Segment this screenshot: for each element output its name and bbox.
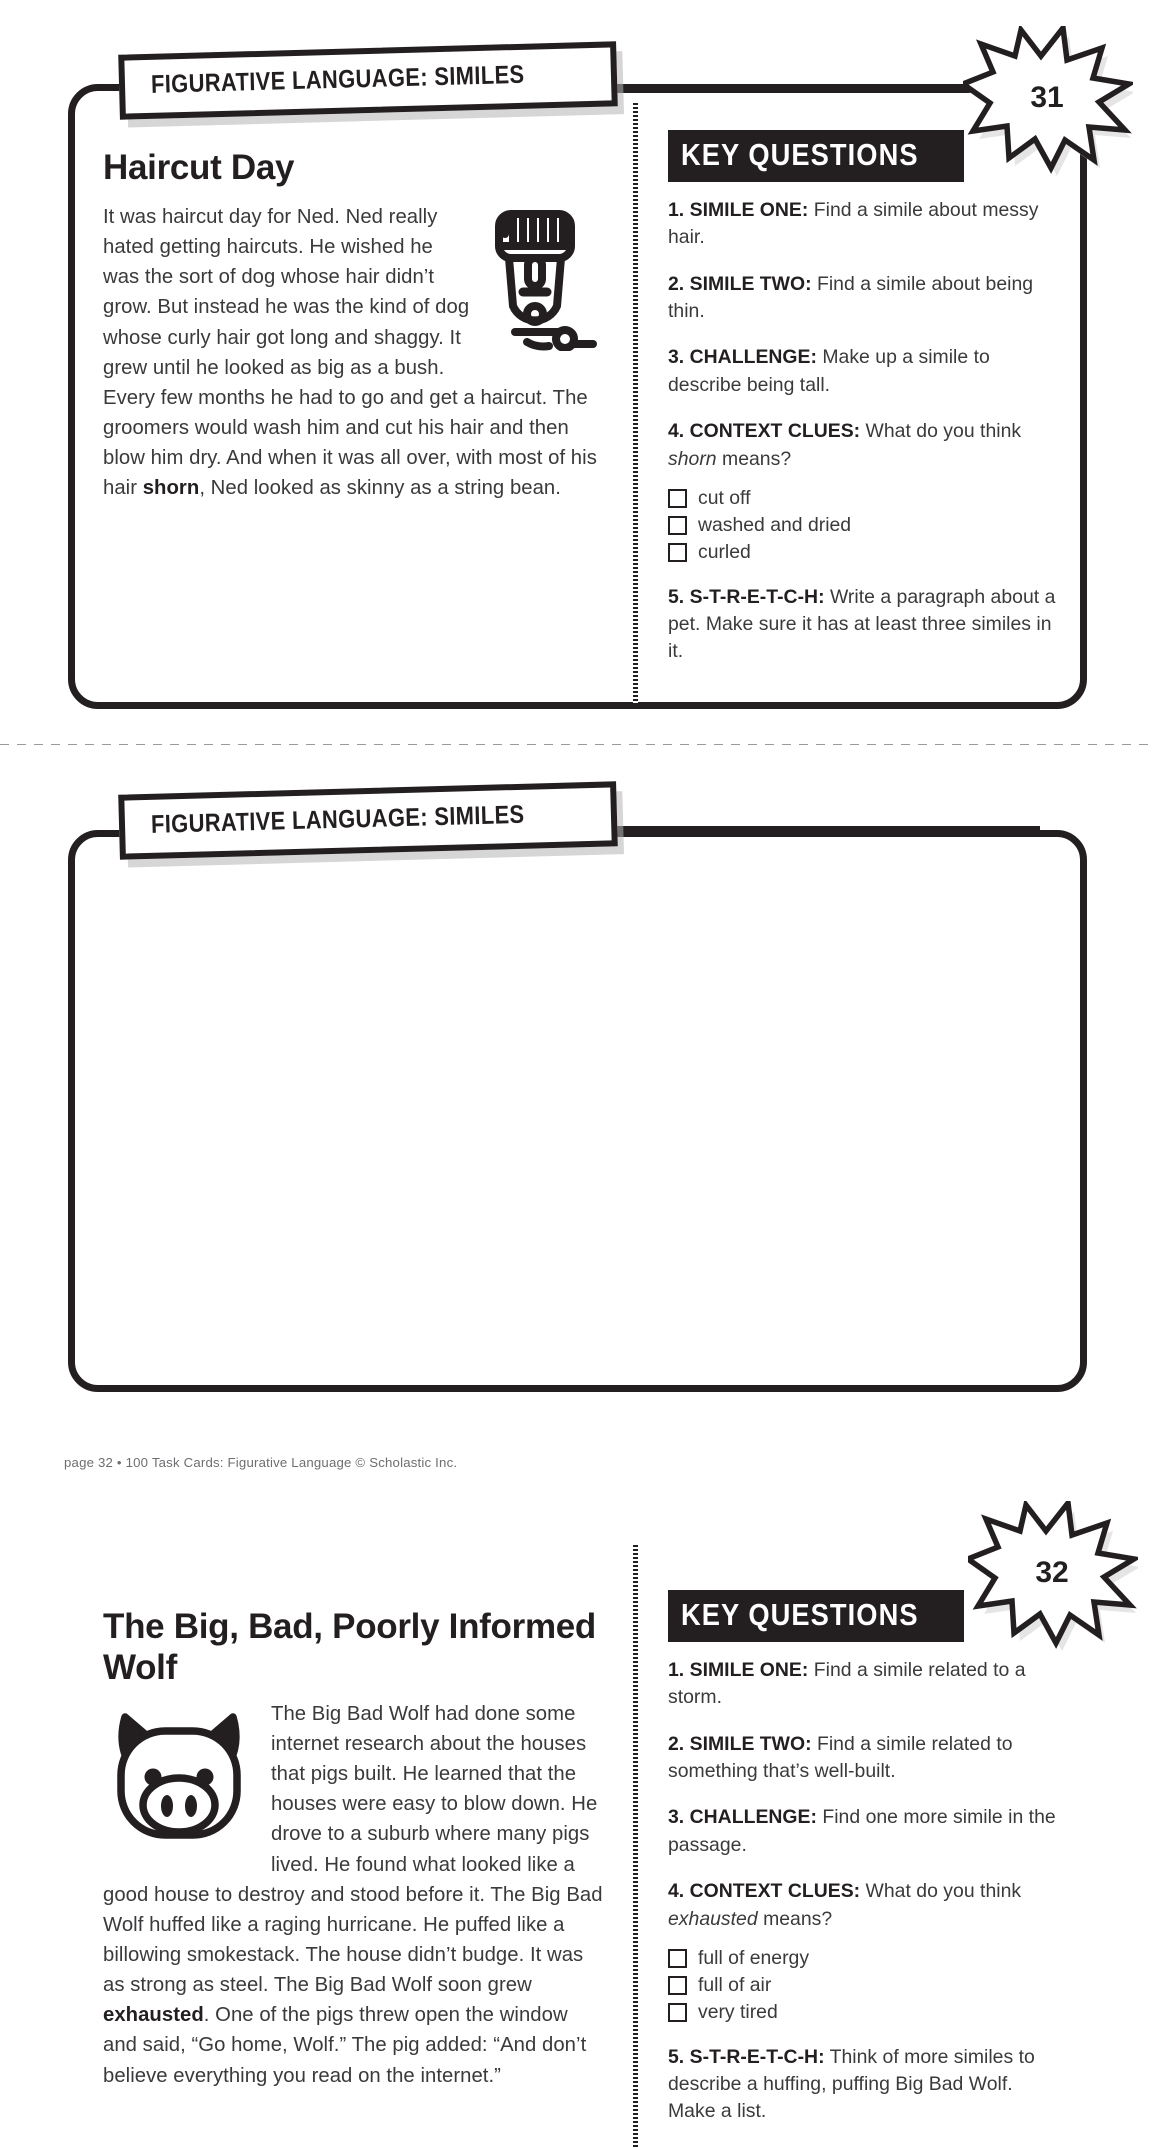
stretch-question (668, 2044, 1060, 2126)
context-prompt-after: means? (716, 447, 792, 470)
key-questions-column (668, 130, 1060, 666)
question-label: SIMILE TWO: (689, 1732, 812, 1755)
card-number-starburst (968, 1501, 1138, 1651)
column-divider (633, 1545, 638, 2148)
category-label-text: FIGURATIVE LANGUAGE: SIMILES (150, 60, 525, 99)
question-label: CHALLENGE: (689, 1806, 817, 1829)
checkbox-icon[interactable] (668, 489, 687, 508)
question-number: 4. (668, 420, 685, 443)
passage-text-part-2: , Ned looked as skinny as a string bean. (199, 477, 561, 500)
passage-column (103, 1607, 603, 2091)
question-item (668, 1657, 1060, 1712)
key-questions-heading: KEY QUESTIONS (681, 1597, 919, 1632)
checkbox-icon[interactable] (668, 2003, 687, 2022)
choice-option[interactable] (668, 1946, 1060, 1971)
question-label: SIMILE ONE: (689, 1659, 809, 1681)
question-item (668, 344, 1060, 399)
choice-option[interactable] (668, 2000, 1060, 2025)
passage-text-part-1: The Big Bad Wolf had done some internet research about the houses that pigs built. He learned that the houses were easy to blow down. He drove to a suburb where many pigs lived. He found what looked like a good house to destroy and stood before it. The Big Bad Wolf huffed like a raging hurricane. He puffed like a billowing smokestack. The house didn’t budge. It was as strong as steel. The Big Bad Wolf soon grew (103, 1702, 603, 1997)
question-text: Write a paragraph about a pet. Make sure it has at least three similes in it. (668, 585, 1056, 663)
hair-clipper-icon (489, 206, 597, 360)
choice-option[interactable] (668, 513, 1060, 538)
passage-column (103, 148, 603, 503)
question-number: 2. (668, 272, 685, 295)
choice-label: full of air (698, 1974, 772, 1997)
passage-vocab-word: exhausted (103, 2004, 204, 2027)
stretch-question (668, 584, 1060, 666)
pig-face-icon (105, 1705, 253, 1854)
key-questions-column (668, 1590, 1060, 2126)
context-clues-choice-list (668, 486, 1060, 566)
choice-label: washed and dried (698, 514, 852, 537)
key-questions-banner (668, 1590, 964, 1642)
checkbox-icon[interactable] (668, 516, 687, 535)
choice-label: curled (698, 541, 751, 564)
context-clues-choice-list (668, 1946, 1060, 2026)
question-item (668, 1731, 1060, 1786)
context-prompt-after: means? (757, 1907, 833, 1930)
question-number: 5. (668, 585, 685, 608)
card-number-text: 31 (1030, 81, 1064, 114)
key-questions-banner (668, 130, 964, 182)
question-text: Make up a simile to describe being tall. (668, 346, 990, 396)
question-text: Find a simile about messy hair. (668, 199, 1039, 249)
checkbox-icon[interactable] (668, 1976, 687, 1995)
page-footer: page 32 • 100 Task Cards: Figurative Language © Scholastic Inc. (64, 1455, 458, 1470)
category-label-badge (118, 41, 618, 119)
checkbox-icon[interactable] (668, 543, 687, 562)
question-text: Find a simile related to something that’s well-built. (668, 1732, 1013, 1783)
context-clues-question (668, 418, 1060, 473)
choice-option[interactable] (668, 1973, 1060, 1998)
context-prompt-before: What do you think (860, 420, 1022, 443)
question-item (668, 271, 1060, 326)
question-label: CONTEXT CLUES: (689, 420, 861, 443)
passage-title: The Big, Bad, Poorly Informed Wolf (103, 1607, 597, 1687)
question-number: 1. (668, 199, 685, 221)
context-clues-question (668, 1878, 1060, 1933)
card-number-text: 32 (1035, 1556, 1069, 1589)
category-label-text: FIGURATIVE LANGUAGE: SIMILES (150, 800, 525, 839)
context-vocab-word: shorn (668, 447, 717, 470)
passage-vocab-word: shorn (142, 477, 200, 500)
passage-text-part-2: . One of the pigs threw open the window and said, “Go home, Wolf.” The pig added: “And don’t believe everything you read on the internet.” (103, 2004, 587, 2087)
question-label: CHALLENGE: (689, 346, 817, 369)
passage-body (103, 202, 603, 503)
passage-text-part-1: It was haircut day for Ned. Ned really hated getting haircuts. He wished he was the sort of dog whose hair didn’t grow. But instead he was the kind of dog whose curly hair got long and shaggy. It grew until he looked as big as a bush. Every few months he had to go and get a haircut. The groomers would wash him and cut his hair and then blow him dry. And when it was all over, with most of his hair (103, 205, 597, 500)
key-questions-heading: KEY QUESTIONS (681, 137, 919, 172)
passage-title: Haircut Day (103, 148, 295, 187)
choice-label: very tired (698, 2001, 778, 2024)
question-number: 1. (668, 1659, 685, 1681)
column-divider (633, 103, 638, 703)
card-border (68, 830, 1087, 1392)
question-label: S-T-R-E-T-C-H: (689, 585, 825, 608)
choice-option[interactable] (668, 486, 1060, 511)
question-text: Find a simile related to a storm. (668, 1659, 1026, 1709)
category-label-badge (118, 781, 618, 859)
question-text: Find one more simile in the passage. (668, 1806, 1056, 1856)
question-item (668, 1804, 1060, 1859)
question-text: Think of more similes to describe a huffing, puffing Big Bad Wolf. Make a list. (668, 2045, 1035, 2123)
question-number: 3. (668, 346, 685, 369)
card-number-starburst (963, 26, 1133, 176)
question-label: SIMILE ONE: (689, 199, 809, 221)
context-vocab-word: exhausted (668, 1907, 758, 1930)
choice-label: full of energy (698, 1946, 810, 1969)
question-item (668, 197, 1060, 252)
checkbox-icon[interactable] (668, 1949, 687, 1968)
choice-option[interactable] (668, 540, 1060, 565)
question-text: Find a simile about being thin. (668, 272, 1034, 323)
question-number: 4. (668, 1880, 685, 1903)
passage-body (103, 1699, 603, 2091)
question-label: CONTEXT CLUES: (689, 1880, 861, 1903)
question-label: S-T-R-E-T-C-H: (689, 2045, 825, 2068)
question-number: 5. (668, 2045, 685, 2068)
question-number: 2. (668, 1732, 685, 1755)
question-number: 3. (668, 1806, 685, 1829)
choice-label: cut off (698, 486, 751, 509)
context-prompt-before: What do you think (860, 1880, 1022, 1903)
question-label: SIMILE TWO: (689, 272, 812, 295)
task-card-31 (0, 0, 1155, 745)
